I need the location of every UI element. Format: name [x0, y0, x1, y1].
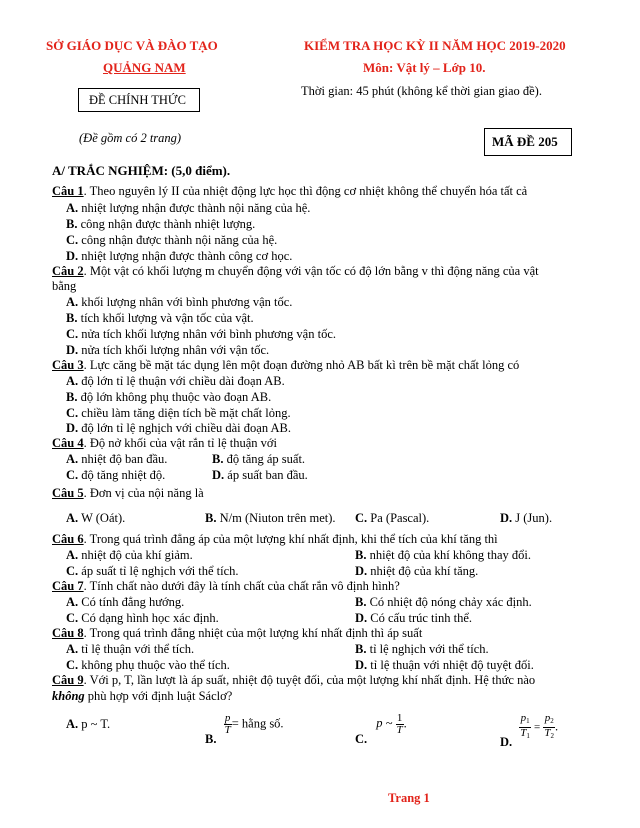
question-text: . Theo nguyên lý II của nhiệt động lực học thì động cơ nhiệt không thể chuyển hóa tất cả	[83, 184, 528, 198]
option: C. chiều làm tăng diện tích bề mặt chất lỏng.	[66, 406, 291, 420]
question-2-cont: bằng	[52, 279, 77, 293]
option: A. nhiệt độ ban đầu.	[66, 452, 168, 466]
question-number: Câu 3	[52, 358, 84, 372]
question-text: . Một vật có khối lượng m chuyển động với vận tốc có độ lớn bằng v thì động năng của vật	[83, 264, 539, 278]
question-number: Câu 6	[52, 532, 84, 546]
question-number: Câu 5	[52, 486, 84, 500]
option: B. công nhận được thành nhiệt lượng.	[66, 217, 256, 231]
option: D. tỉ lệ thuận với nhiệt độ tuyệt đối.	[355, 658, 534, 672]
official-label: ĐỀ CHÍNH THỨC	[89, 93, 186, 107]
subject-line: Môn: Vật lý – Lớp 10.	[363, 60, 486, 75]
pages-note: (Đề gồm có 2 trang)	[79, 131, 182, 145]
time-line: Thời gian: 45 phút (không kể thời gian giao đề).	[301, 84, 542, 98]
option: A. W (Oát).	[66, 511, 126, 525]
question-number: Câu 8	[52, 626, 84, 640]
question-1	[52, 184, 527, 199]
exam-code: MÃ ĐỀ 205	[492, 134, 558, 149]
option: C. Có dạng hình học xác định.	[66, 611, 219, 625]
page-number: Trang 1	[388, 791, 430, 805]
question-number: Câu 1	[52, 184, 84, 198]
option: C. Pa (Pascal).	[355, 511, 430, 525]
option: C. nửa tích khối lượng nhân với bình phương vận tốc.	[66, 327, 336, 341]
question-5	[52, 486, 204, 501]
question-text: . Lực căng bề mặt tác dụng lên một đoạn đường nhỏ AB bất kì trên bề mặt chất lỏng có	[83, 358, 520, 372]
option: B. nhiệt độ của khí không thay đổi.	[355, 548, 532, 562]
option: D. nhiệt lượng nhận được thành công cơ học.	[66, 249, 293, 263]
question-7	[52, 579, 400, 594]
province-name: QUẢNG NAM	[103, 60, 186, 75]
question-2	[52, 264, 539, 279]
section-title: A/ TRẮC NGHIỆM: (5,0 điểm).	[52, 163, 231, 178]
question-number: Câu 7	[52, 579, 84, 593]
option-d: D. $\frac{p_1}{T_1}$ = $\frac{p_2}{T_2}$ .	[500, 712, 559, 750]
option: C. không phụ thuộc vào thể tích.	[66, 658, 230, 672]
option: D. độ lớn tỉ lệ nghịch với chiều dài đoạn AB.	[66, 421, 291, 435]
option-a: A. p ~ T.	[66, 717, 111, 731]
question-4	[52, 436, 277, 451]
option: C. công nhận được thành nội năng của hệ.	[66, 233, 278, 247]
question-text: . Đơn vị của nội năng là	[83, 486, 204, 500]
option: D. nhiệt độ của khí tăng.	[355, 564, 479, 578]
department-name: SỞ GIÁO DỤC VÀ ĐÀO TẠO	[46, 38, 218, 53]
question-text: . Trong quá trình đẳng áp của một lượng khí nhất định, khi thể tích của khí tăng thì	[83, 532, 498, 546]
option: B. độ lớn không phụ thuộc vào đoạn AB.	[66, 390, 272, 404]
option: B. Có nhiệt độ nóng chảy xác định.	[355, 595, 532, 609]
question-number: Câu 9	[52, 673, 84, 687]
question-text: . Với p, T, lần lượt là áp suất, nhiệt độ tuyệt đối, của một lượng khí nhất định. Hệ thức nào	[83, 673, 536, 687]
question-text: . Trong quá trình đẳng nhiệt của một lượng khí nhất định thì áp suất	[83, 626, 423, 640]
option: B. độ tăng áp suất.	[212, 452, 306, 466]
option: A. Có tính đẳng hướng.	[66, 595, 185, 609]
option: A. tỉ lệ thuận với thể tích.	[66, 642, 195, 656]
question-number: Câu 2	[52, 264, 84, 278]
question-number: Câu 4	[52, 436, 84, 450]
question-3	[52, 358, 519, 373]
option: D. Có cấu trúc tinh thể.	[355, 611, 472, 625]
option: D. nửa tích khối lượng nhân với vận tốc.	[66, 343, 270, 357]
option: A. khối lượng nhân với bình phương vận tốc.	[66, 295, 293, 309]
option: B. tích khối lượng và vận tốc của vật.	[66, 311, 254, 325]
question-9-cont: không phù hợp với định luật Sáclơ?	[52, 689, 233, 703]
question-6	[52, 532, 498, 547]
option: A. độ lớn tỉ lệ thuận với chiều dài đoạn AB.	[66, 374, 285, 388]
option: D. J (Jun).	[500, 511, 553, 525]
option: A. nhiệt độ của khí giảm.	[66, 548, 193, 562]
option: A. nhiệt lượng nhận được thành nội năng của hệ.	[66, 201, 311, 215]
question-text: . Độ nở khối của vật rắn tỉ lệ thuận với	[83, 436, 277, 450]
option: C. độ tăng nhiệt độ.	[66, 468, 166, 482]
option: B. tỉ lệ nghịch với thể tích.	[355, 642, 489, 656]
option-c: C. p ~ $\frac{1}{T}$ .	[355, 712, 407, 747]
exam-title: KIỂM TRA HỌC KỲ II NĂM HỌC 2019-2020	[304, 38, 566, 53]
option: B. N/m (Niuton trên met).	[205, 511, 336, 525]
question-9	[52, 673, 535, 688]
option-b: B. $\frac{p}{T}$ = hằng số.	[205, 712, 284, 747]
question-text: . Tính chất nào dưới đây là tính chất của chất rắn vô định hình?	[83, 579, 400, 593]
question-8	[52, 626, 422, 641]
option: C. áp suất tỉ lệ nghịch với thể tích.	[66, 564, 239, 578]
option: D. áp suất ban đầu.	[212, 468, 308, 482]
